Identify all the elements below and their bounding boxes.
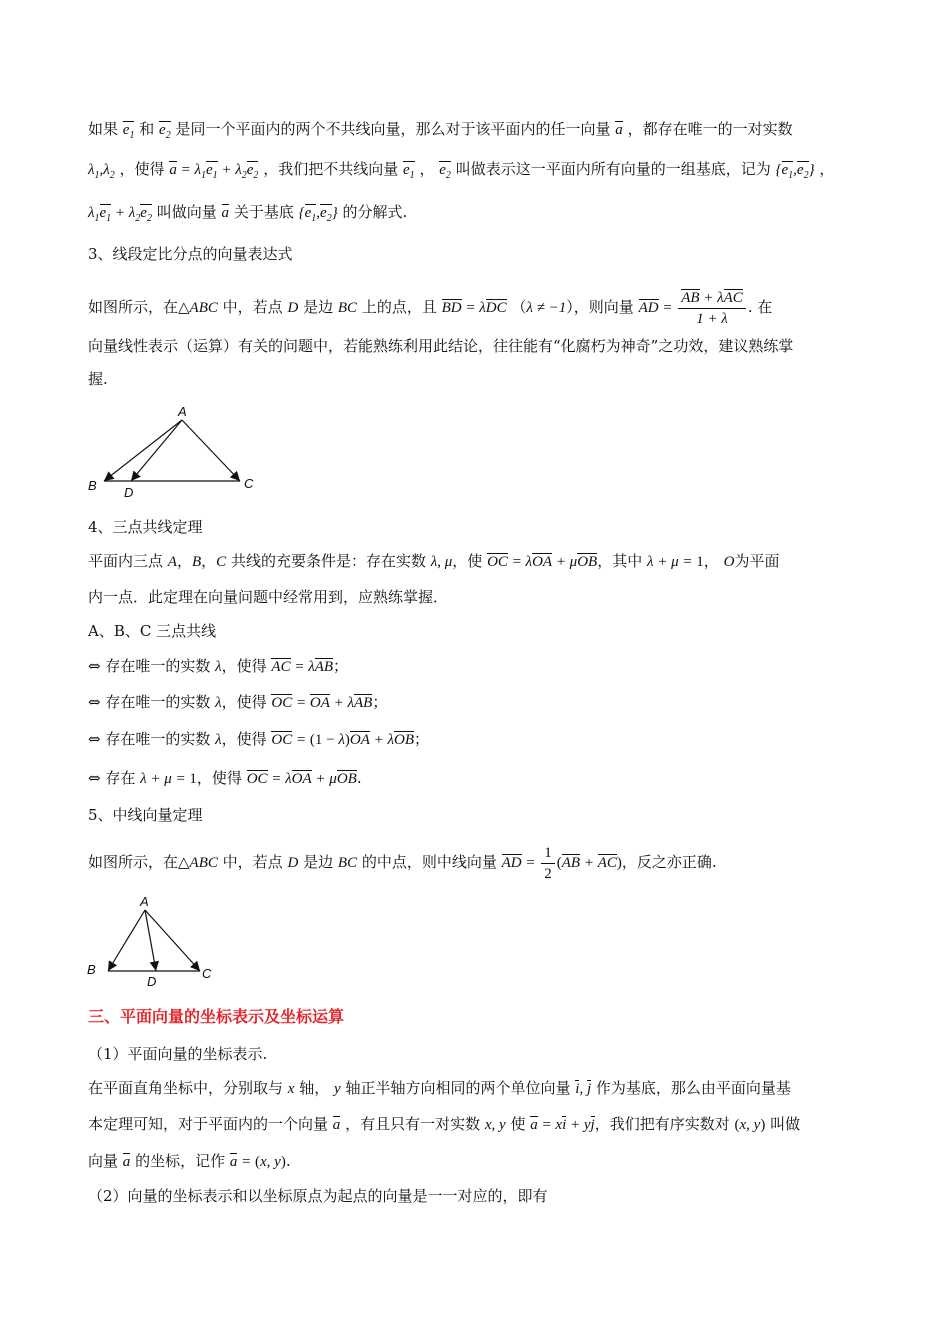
text: ，: [703, 552, 719, 570]
math-basis-set: $\{e_1,e_2\}$: [775, 162, 815, 181]
text: 叫做向量: [156, 203, 217, 221]
math-c-point: C: [216, 554, 227, 570]
text: .: [356, 769, 362, 787]
math-bc: BC: [337, 299, 358, 316]
text: ，都存在唯一的一对实数: [627, 120, 793, 138]
text: 轴正半轴方向相同的两个单位向量: [345, 1079, 571, 1097]
label-b: B: [88, 478, 97, 493]
section-3-title: 3、线段定比分点的向量表达式: [88, 245, 293, 263]
math-xy: x, y: [484, 1117, 506, 1133]
text: ，我们把不共线向量: [263, 160, 399, 178]
section-4-paragraph-1: [88, 550, 779, 573]
text: ⇔ 存在唯一的实数: [88, 730, 211, 748]
text: 是边: [303, 852, 334, 871]
text: 如图所示，在△: [88, 852, 190, 871]
text: ，使得: [119, 160, 165, 178]
math-o-point: O: [723, 554, 735, 570]
text: . 在: [747, 297, 773, 316]
text: 作为基底，那么由平面向量基: [595, 1079, 791, 1097]
section-5-paragraph-1: [88, 843, 717, 884]
math-sum-cond: λ + μ = 1: [140, 771, 197, 787]
section-4-equivalence-3: [88, 728, 429, 751]
math-ad-formula: AD = $\frac{\text{AB + λAC}}{1 + \lambda}$: [639, 300, 748, 316]
section-5-title: 5、中线向量定理: [88, 806, 203, 824]
text: 中，若点: [222, 852, 283, 871]
section-4-equivalence-4: [88, 767, 362, 790]
text: ），则向量: [566, 297, 634, 316]
text: ，使得: [221, 657, 267, 675]
text: ，使得: [221, 730, 267, 748]
label-b: B: [87, 962, 96, 977]
basis-line-2: [88, 158, 834, 187]
text: ，有且只有一对实数: [345, 1115, 481, 1133]
math-median-formula: AD = $\frac{1}{2}$ (AB + AC): [501, 845, 622, 882]
text: ⇔ 存在唯一的实数: [88, 693, 211, 711]
text: 的分解式.: [342, 203, 408, 221]
coord-paragraph-2: [88, 1113, 800, 1136]
section-3-paragraph-2: 向量线性表示（运算）有关的问题中，若能熟练利用此结论，往往能有“化腐朽为神奇”之功效，建议熟练掌: [88, 337, 794, 355]
math-sum-cond: λ + μ = 1: [647, 554, 704, 570]
basis-line-1: [88, 118, 793, 143]
math-eq1: AC = λAB: [271, 659, 334, 675]
math-unit-vectors: i, j: [575, 1081, 592, 1097]
vector-ac: [145, 910, 200, 971]
math-a: a: [122, 1154, 131, 1170]
math-eq4: OC = λOA + μOB: [246, 771, 357, 787]
math-a: a: [221, 205, 230, 221]
text: ；: [372, 693, 388, 711]
label-d: D: [147, 974, 157, 989]
label-a: A: [140, 894, 149, 909]
section-4-paragraph-2: 内一点．此定理在向量问题中经常用到，应熟练掌握．: [88, 588, 449, 606]
text: 共线的充要条件是：存在实数: [230, 552, 426, 570]
coord-subtitle-2: （2）向量的坐标表示和以坐标原点为起点的向量是一一对应的，即有: [88, 1187, 548, 1205]
figure-triangle-median: [80, 892, 220, 992]
text: 在平面直角坐标中，分别取与: [88, 1079, 284, 1097]
text: ，反之亦正确.: [621, 852, 717, 871]
math-a-point: A: [167, 554, 177, 570]
label-d: D: [124, 485, 134, 500]
text: ，: [201, 552, 217, 570]
text: 上的点，且: [361, 297, 437, 316]
text: （: [511, 297, 527, 316]
math-ordered-pair: (x, y): [734, 1117, 766, 1133]
math-lambdas: $\lambda_1,\lambda_2$: [88, 162, 115, 181]
text: 叫做: [770, 1115, 801, 1133]
math-basis-set: $\{e_1,e_2\}$: [298, 205, 338, 224]
math-eq2: OC = OA + λAB: [271, 695, 373, 711]
math-a-coords: a = (x, y): [229, 1154, 286, 1170]
text: .: [285, 1152, 291, 1170]
text: 平面内三点: [88, 552, 164, 570]
math-a: a: [332, 1117, 341, 1133]
text: 关于基底: [233, 203, 294, 221]
math-a-decomp: a = xi + yj: [530, 1117, 595, 1133]
text: 的中点，则中线向量: [361, 852, 497, 871]
text: ⇔ 存在: [88, 769, 136, 787]
text: ，: [819, 160, 835, 178]
coord-paragraph-1: [88, 1077, 791, 1100]
math-d: D: [287, 854, 299, 871]
text: 如图所示，在△: [88, 297, 190, 316]
math-lambda: λ: [215, 659, 222, 675]
text: ，其中: [597, 552, 643, 570]
vector-ac: [182, 420, 240, 481]
label-c: C: [202, 966, 212, 981]
text: ，: [176, 552, 192, 570]
text: ；: [333, 657, 349, 675]
section-4-equivalence-1: [88, 655, 348, 678]
math-x: x: [287, 1081, 295, 1097]
math-bc: BC: [337, 854, 358, 871]
text: ，我们把有序实数对: [594, 1115, 730, 1133]
math-oc-combination: OC = λOA + μOB: [487, 554, 598, 570]
text: ⇔ 存在唯一的实数: [88, 657, 211, 675]
vector-ad: [131, 420, 182, 481]
math-bd-ratio: BD = λDC: [441, 299, 507, 316]
text: 中，若点: [222, 297, 283, 316]
label-a: A: [178, 404, 187, 419]
math-e2: $e_2$: [159, 122, 171, 141]
text: 本定理可知，对于平面内的一个向量: [88, 1115, 329, 1133]
math-lambda: λ: [215, 695, 222, 711]
text: 如果: [88, 120, 119, 138]
section-3-paragraph-3: 握.: [88, 370, 108, 388]
math-lambda-cond: λ ≠ −1: [526, 299, 567, 316]
text: ，使得: [196, 769, 242, 787]
coord-subtitle-1: （1）平面向量的坐标表示.: [88, 1045, 268, 1063]
text: 的坐标，记作: [135, 1152, 226, 1170]
math-b-point: B: [191, 554, 202, 570]
math-lambda: λ: [215, 732, 222, 748]
text: ，使: [452, 552, 483, 570]
math-lambda-mu: λ, μ: [430, 554, 453, 570]
text: ，使得: [221, 693, 267, 711]
basis-line-3: [88, 201, 407, 230]
text: 轴，: [299, 1079, 330, 1097]
math-e1: $e_1$: [403, 162, 415, 181]
vector-ab: [104, 420, 182, 481]
text: 是边: [303, 297, 334, 316]
text: 是同一个平面内的两个不共线向量，那么对于该平面内的任一向量: [175, 120, 611, 138]
math-abc: ABC: [189, 299, 218, 316]
coord-paragraph-3: [88, 1150, 291, 1173]
figure-triangle-division: [80, 400, 270, 505]
math-a: a: [615, 122, 623, 138]
math-y: y: [334, 1081, 341, 1097]
section-4-title: 4、三点共线定理: [88, 518, 203, 536]
text: 和: [139, 120, 155, 138]
vector-ad: [145, 910, 156, 971]
math-eq3: OC = (1 − λ)OA + λOB: [271, 732, 414, 748]
math-e1: $e_1$: [122, 122, 135, 141]
section-4-paragraph-3: A、B、C 三点共线: [88, 622, 217, 640]
label-c: C: [244, 476, 254, 491]
vector-ab: [108, 910, 145, 971]
math-d: D: [287, 299, 299, 316]
math-abc: ABC: [189, 854, 218, 871]
section-3-paragraph-1: [88, 288, 772, 329]
section-heading-coordinates: 三、平面向量的坐标表示及坐标运算: [88, 1007, 345, 1026]
text: 向量: [88, 1152, 119, 1170]
text: 为平面: [734, 552, 780, 570]
section-4-equivalence-2: [88, 691, 387, 714]
math-decomposition: $a = \lambda_1e_1 + \lambda_2e_2$: [169, 162, 259, 181]
text: 叫做表示这一平面内所有向量的一组基底，记为: [455, 160, 771, 178]
math-decomposition-expr: $\lambda_1e_1 + \lambda_2e_2$: [88, 205, 152, 224]
text: 使: [510, 1115, 526, 1133]
text: ；: [413, 730, 429, 748]
math-e2: $e_2$: [439, 162, 451, 181]
text: ，: [419, 160, 435, 178]
